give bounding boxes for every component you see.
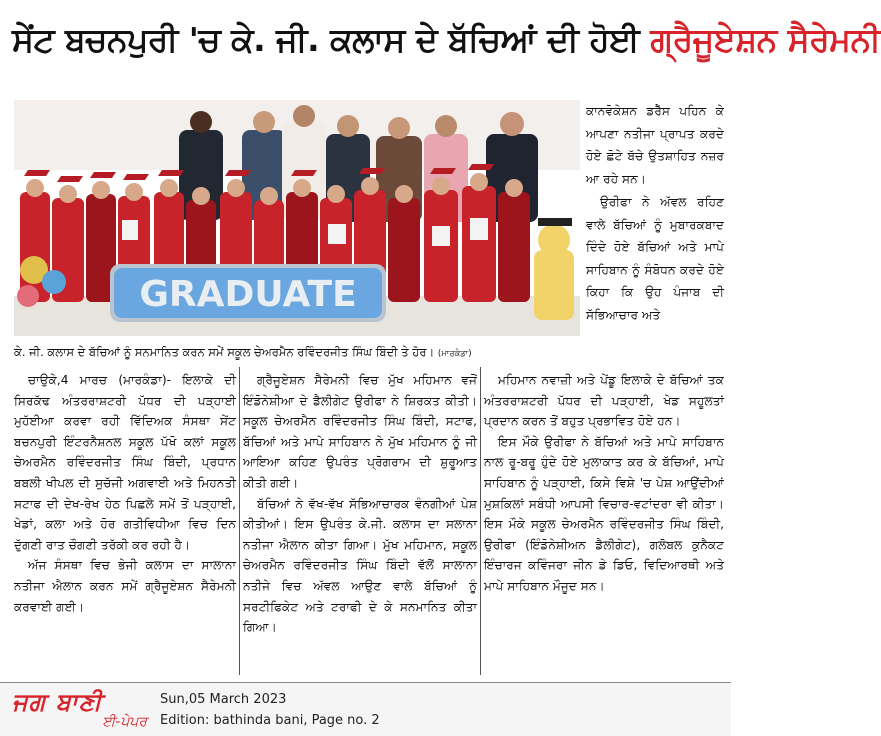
edition-info: [160, 689, 380, 731]
caption-text: ਕੇ. ਜੀ. ਕਲਾਸ ਦੇ ਬੱਚਿਆਂ ਨੂੰ ਸਨਮਾਨਿਤ ਕਰਨ ਸਮੇਂ ਸਕੂਲ ਚੇਅਰਮੈਨ ਰਵਿੰਦਰਜੀਤ ਸਿੰਘ ਬਿੰਦੀ ਤੇ ਹੋਰ।: [14, 345, 435, 359]
headline-red: ਗ੍ਰੈਜੂਏਸ਼ਨ ਸੈਰੇਮਨੀ: [650, 20, 881, 59]
epaper-footer: [0, 682, 731, 736]
col3-paragraph-1: ਮਹਿਮਾਨ ਨਵਾਜ਼ੀ ਅਤੇ ਪੇਂਡੂ ਇਲਾਕੇ ਦੇ ਬੱਚਿਆਂ ਤਕ ਅੰਤਰਰਾਸ਼ਟਰੀ ਪੱਧਰ ਦੀ ਪੜ੍ਹਾਈ, ਖੇਡ ਸਹੂਲਤਾਂ ਪ੍ਰਦਾਨ ਕਰਨ ਤੋਂ ਬਹੁਤ ਪ੍ਰਭਾਵਿਤ ਹੋਏ ਹਨ।: [484, 373, 724, 429]
headline-text: [12, 18, 881, 62]
col3-paragraph-2: ਇਸ ਮੌਕੇ ਉਰੀਫਾ ਨੇ ਬੱਚਿਆਂ ਅਤੇ ਮਾਪੇ ਸਾਹਿਬਾਨ ਨਾਲ ਰੂ-ਬਰੂ ਹੁੰਦੇ ਹੋਏ ਮੁਲਾਕਾਤ ਕਰ ਕੇ ਬੱਚਿਆਂ, ਮਾਪੇ ਸਾਹਿਬਾਨ ਨੂੰ ਪੜ੍ਹਾਈ, ਕਿਸੇ ਵਿਸ਼ੇ 'ਚ ਪੇਸ਼ ਆਉਂਦੀਆਂ ਮੁਸ਼ਕਿਲਾਂ ਸਬੰਧੀ ਆਪਸੀ ਵਿਚਾਰ-ਵਟਾਂਦਰਾ ਵੀ ਕੀਤਾ। ਇਸ ਮੌਕੇ ਸਕੂਲ ਚੇਅਰਮੈਨ ਰਵਿੰਦਰਜੀਤ ਸਿੰਘ ਬਿੰਦੀ, ਉਰੀਫਾ (ਇੰਡੋਨੇਸ਼ੀਅਨ ਡੈਲੀਗੇਟ), ਗਲੋਬਲ ਕੁਨੈਕਟ ਇੰਚਾਰਜ ਕਵਿੰਜਰਾ ਜੀਨ ਡੇ ਡਿਓ, ਵਿਦਿਆਰਥੀ ਅਤੇ ਮਾਪੇ ਸਾਹਿਬਾਨ ਮੌਜੂਦ ਸਨ।: [484, 434, 724, 593]
col1-paragraph-2: ਅੱਜ ਸੰਸਥਾ ਵਿਚ ਭੇਜੀ ਕਲਾਸ ਦਾ ਸਾਲਾਨਾ ਨਤੀਜਾ ਐਲਾਨ ਕਰਨ ਸਮੇਂ ਗ੍ਰੈਜੂਏਸ਼ਨ ਸੈਰੇਮਨੀ ਕਰਵਾਈ ਗਈ।: [14, 558, 236, 614]
graduation-photo-illustration: [14, 100, 580, 336]
headline-black: ਸੇਂਟ ਬਚਨਪੁਰੀ 'ਚ ਕੇ. ਜੀ. ਕਲਾਸ ਦੇ ਬੱਚਿਆਂ ਦੀ ਹੋਈ: [12, 20, 640, 59]
photo-caption: [14, 341, 580, 363]
side-paragraph-2: ਉਰੀਫਾ ਨੇ ਅੱਵਲ ਰਹਿਣ ਵਾਲੇ ਬੱਚਿਆਂ ਨੂੰ ਮੁਬਾਰਕਬਾਦ ਦਿੰਦੇ ਹੋਏ ਬੱਚਿਆਂ ਅਤੇ ਮਾਪੇ ਸਾਹਿਬਾਨ ਨੂੰ ਸੰਬੋਧਨ ਕਰਦੇ ਹੋਏ ਕਿਹਾ ਕਿ ਉਹ ਪੰਜਾਬ ਦੀ ਸੱਭਿਆਚਾਰ ਅਤੇ: [586, 195, 724, 322]
col1-paragraph-1: ਚਾਉਕੇ,4 ਮਾਰਚ (ਮਾਰਕੰਡਾ)- ਇਲਾਕੇ ਦੀ ਸਿਰਕੱਢ ਅੰਤਰਰਾਸ਼ਟਰੀ ਪੱਧਰ ਦੀ ਪੜ੍ਹਾਈ ਮੁਹੱਈਆ ਕਰਵਾ ਰਹੀ ਵਿੱਦਿਅਕ ਸੰਸਥਾ ਸੇਂਟ ਬਚਨਪੁਰੀ ਇੰਟਰਨੈਸ਼ਨਲ ਸਕੂਲ ਪੱਖੋ ਕਲਾਂ ਸਕੂਲ ਚੇਅਰਮੈਨ ਰਵਿੰਦਰਜੀਤ ਸਿੰਘ ਬਿੰਦੀ, ਪ੍ਰਧਾਨ ਬਬਲੀ ਖੀਪਲ ਦੀ ਸੁਚੱਜੀ ਅਗਵਾਈ ਅਤੇ ਮਿਹਨਤੀ ਸਟਾਫ ਦੀ ਦੇਖ-ਰੇਖ ਹੇਠ ਪਿਛਲੇ ਸਮੇਂ ਤੋਂ ਪੜ੍ਹਾਈ, ਖੇਡਾਂ, ਕਲਾ ਅਤੇ ਹੋਰ ਗਤੀਵਿਧੀਆ ਵਿਚ ਦਿਨ ਦੁੱਗਣੀ ਰਾਤ ਚੌਗਣੀ ਤਰੱਕੀ ਕਰ ਰਹੀ ਹੈ।: [14, 373, 236, 552]
article-column-2: [243, 370, 477, 638]
graduate-banner: [110, 264, 386, 322]
column-divider: [480, 367, 481, 675]
side-paragraph-1: ਕਾਨਵੋਕੇਸ਼ਨ ਡਰੈੱਸ ਪਹਿਨ ਕੇ ਆਪਣਾ ਨਤੀਜਾ ਪ੍ਰਾਪਤ ਕਰਦੇ ਹੋਏ ਛੋਟੇ ਬੱਚੇ ਉਤਸ਼ਾਹਿਤ ਨਜ਼ਰ ਆ ਰਹੇ ਸਨ।: [586, 104, 724, 186]
article-column-1: [14, 370, 236, 617]
headline: [0, 0, 881, 92]
banner-text: GRADUATE: [139, 274, 357, 315]
col2-paragraph-2: ਬੱਚਿਆਂ ਨੇ ਵੱਖ-ਵੱਖ ਸੱਭਿਆਚਾਰਕ ਵੰਨਗੀਆਂ ਪੇਸ਼ ਕੀਤੀਆਂ। ਇਸ ਉਪਰੰਤ ਕੇ.ਜੀ. ਕਲਾਸ ਦਾ ਸਲਾਨਾ ਨਤੀਜਾ ਐਲਾਨ ਕੀਤਾ ਗਿਆ। ਮੁੱਖ ਮਹਿਮਾਨ, ਸਕੂਲ ਚੇਅਰਮੈਨ ਰਵਿੰਦਰਜੀਤ ਸਿੰਘ ਬਿੰਦੀ ਵੱਲੋਂ ਸਾਲਾਨਾ ਨਤੀਜੇ ਵਿਚ ਅੱਵਲ ਆਉਣ ਵਾਲੇ ਬੱਚਿਆਂ ਨੂੰ ਸਰਟੀਫਿਕੇਟ ਅਤੇ ਟਰਾਫੀ ਦੇ ਕੇ ਸਨਮਾਨਿਤ ਕੀਤਾ ਗਿਆ।: [243, 496, 477, 635]
logo-sub: ਈ-ਪੇਪਰ: [102, 714, 147, 730]
jagbani-logo[interactable]: [12, 687, 147, 731]
caption-credit: (ਮਾਰਕੰਡਾ): [437, 349, 472, 359]
side-column: [586, 100, 724, 326]
news-photo: [14, 100, 580, 336]
edition-page: Edition: bathinda bani, Page no. 2: [160, 713, 380, 728]
col2-paragraph-1: ਗ੍ਰੈਜੂਏਸ਼ਨ ਸੈਰੇਮਨੀ ਵਿਚ ਮੁੱਖ ਮਹਿਮਾਨ ਵਜੋਂ ਇੰਡੋਨੇਸ਼ੀਆ ਦੇ ਡੈਲੀਗੇਟ ਉਰੀਫਾ ਨੇ ਸ਼ਿਰਕਤ ਕੀਤੀ। ਸਕੂਲ ਚੇਅਰਮੈਨ ਰਵਿੰਦਰਜੀਤ ਸਿੰਘ ਬਿੰਦੀ, ਸਟਾਫ, ਬੱਚਿਆਂ ਅਤੇ ਮਾਪੇ ਸਾਹਿਬਾਨ ਨੇ ਮੁੱਖ ਮਹਿਮਾਨ ਨੂੰ ਜੀ ਆਇਆ ਕਹਿਣ ਉਪਰੰਤ ਪ੍ਰੋਗਰਾਮ ਦੀ ਸ਼ੁਰੂਆਤ ਕੀਤੀ ਗਈ।: [243, 373, 477, 490]
edition-date: Sun,05 March 2023: [160, 692, 287, 707]
logo-main: ਜਗ ਬਾਣੀ: [12, 688, 103, 716]
article-column-3: [484, 370, 724, 597]
column-divider: [239, 367, 240, 675]
